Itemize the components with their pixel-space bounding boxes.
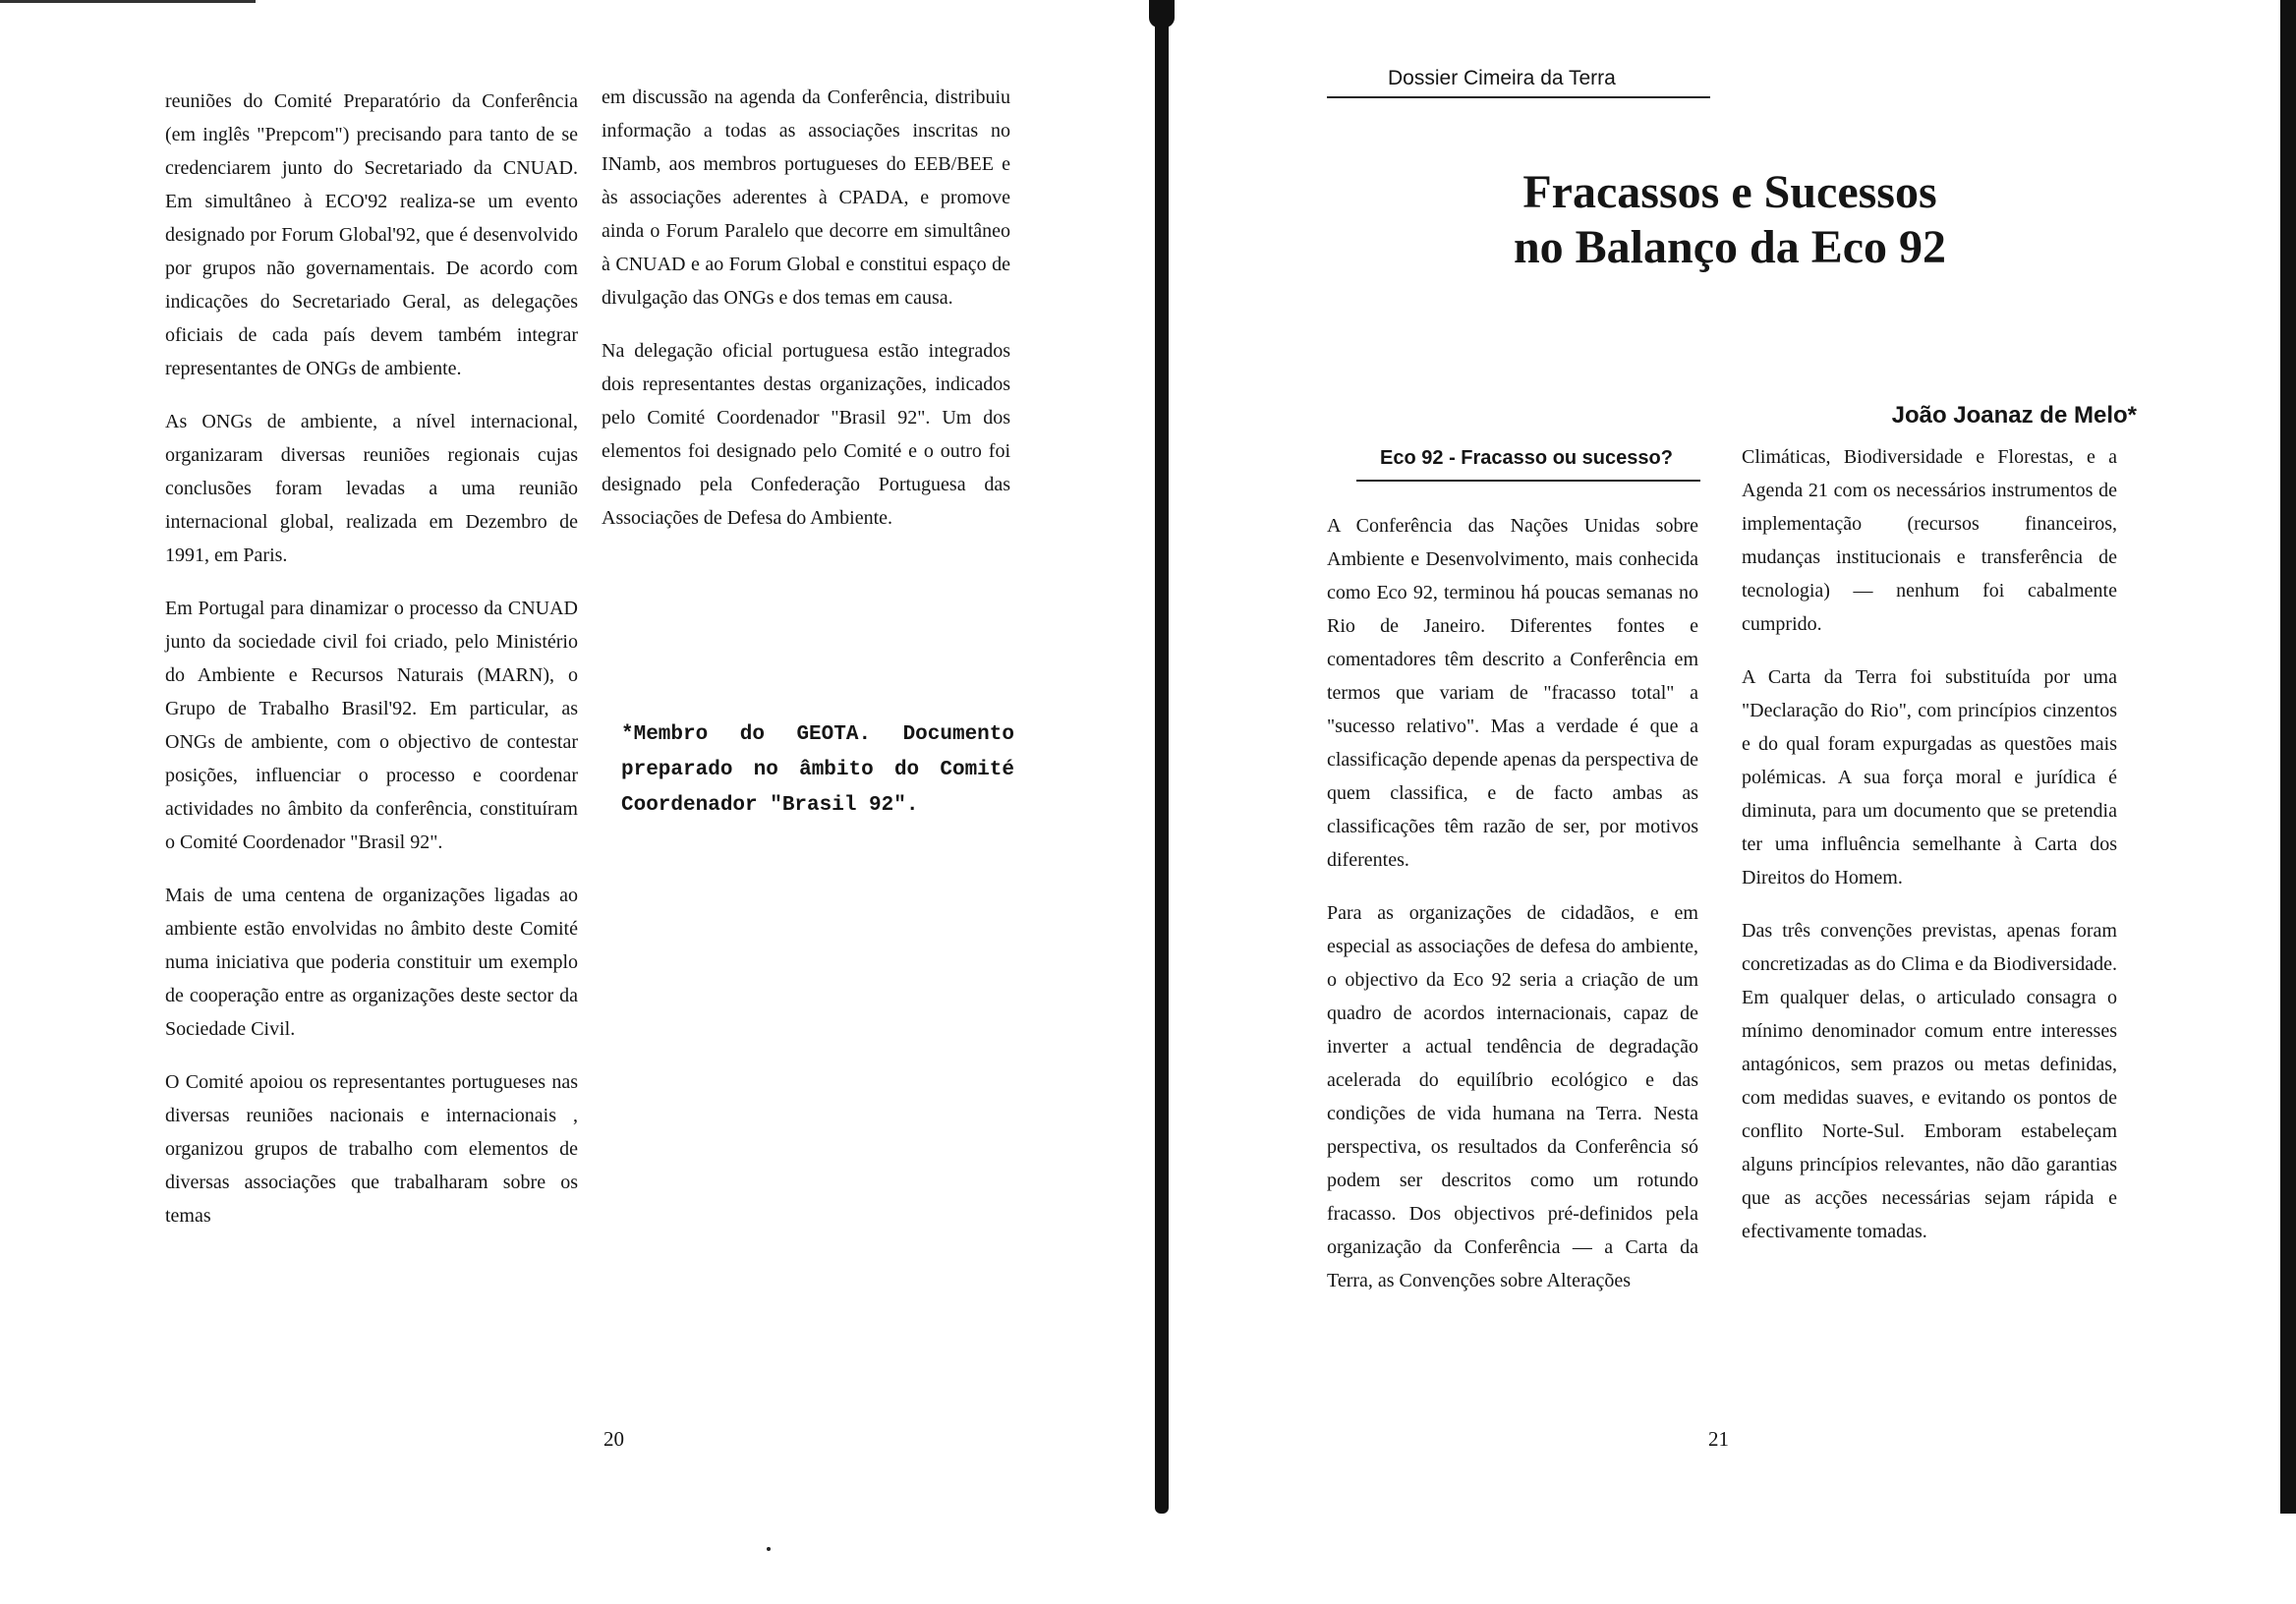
- header-rule: [1327, 96, 1710, 98]
- paragraph: A Conferência das Nações Unidas sobre Ambiente e Desenvolvimento, mais conhecida como Eco 92, terminou há poucas semanas no Rio de Janeiro. Diferentes fontes e comentadores têm descrito a Conferência em termos que variam de "fracasso total" a "sucesso relativo". Mas a verdade é que a classificação depende apenas da perspectiva de quem classifica, e de facto ambas as classificações têm razão de ser, por motivos diferentes.: [1327, 515, 1698, 871]
- left-page-column-2: [602, 81, 1010, 554]
- left-page: [0, 0, 1140, 1604]
- page-number: 20: [603, 1427, 624, 1451]
- paragraph: Na delegação oficial portuguesa estão integrados dois representantes destas organizações, indicados pelo Comité Coordenador "Brasil 92". Um dos elementos foi designado pelo Comité e o outro foi designado pela Confederação Portuguesa das Associações de Defesa do Ambiente.: [602, 340, 1010, 529]
- paragraph: Para as organizações de cidadãos, e em especial as associações de defesa do ambiente, o objectivo da Eco 92 seria a criação de um quadro de acordos internacionais, capaz de inverter a actual tendência de degradação acelerada do equilíbrio ecológico e das condições de vida humana na Terra. Nesta perspectiva, os resultados da Conferência só podem ser descritos como um rotundo fracasso. Dos objectivos pré-definidos pela organização da Conferência — a Carta da Terra, as Convenções sobre Alterações: [1327, 902, 1698, 1291]
- title-line-1: Fracassos e Sucessos: [1522, 166, 1937, 218]
- paragraph: reuniões do Comité Preparatório da Conferência (em inglês "Prepcom") precisando para tanto de se credenciarem junto do Secretariado da CNUAD. Em simultâneo à ECO'92 realiza-se um evento designado por Forum Global'92, que é desenvolvido por grupos não governamentais. De acordo com indicações do Secretariado Geral, as delegações oficiais de cada país devem também integrar representantes de ONGs de ambiente.: [165, 90, 578, 379]
- author-footnote: *Membro do GEOTA. Documento preparado no âmbito do Comité Coordenador "Brasil 92".: [621, 723, 1014, 817]
- right-page-column-2: [1742, 440, 2117, 1268]
- paragraph: O Comité apoiou os representantes portugueses nas diversas reuniões nacionais e internacionais , organizou grupos de trabalho com elementos de diversas associações que trabalharam sobre os temas: [165, 1071, 578, 1227]
- paragraph: A Carta da Terra foi substituída por uma "Declaração do Rio", com princípios cinzentos e do qual foram expurgadas as questões mais polémicas. A sua força moral e jurídica é diminuta, para um documento que se pretendia ter uma influência semelhante à Carta dos Direitos do Homem.: [1742, 666, 2117, 888]
- subheading-rule: [1356, 480, 1700, 482]
- paragraph: Em Portugal para dinamizar o processo da CNUAD junto da sociedade civil foi criado, pelo Ministério do Ambiente e Recursos Naturais (MARN), o Grupo de Trabalho Brasil'92. Em particular, as ONGs de ambiente, com o objectivo de contestar posições, influenciar o processo e coordenar actividades no âmbito da conferência, constituíram o Comité Coordenador "Brasil 92".: [165, 598, 578, 853]
- paragraph: Climáticas, Biodiversidade e Florestas, e a Agenda 21 com os necessários instrumentos de implementação (recursos financeiros, mudanças institucionais e transferência de tecnologia) — nenhum foi cabalmente cumprido.: [1742, 446, 2117, 635]
- paragraph: As ONGs de ambiente, a nível internacional, organizaram diversas reuniões regionais cujas conclusões foram levadas a uma reunião internacional global, realizada em Dezembro de 1991, em Paris.: [165, 411, 578, 566]
- title-line-2: no Balanço da Eco 92: [1513, 221, 1947, 273]
- paragraph: Mais de uma centena de organizações ligadas ao ambiente estão envolvidas no âmbito deste Comité numa iniciativa que poderia constituir um exemplo de cooperação entre as organizações deste sector da Sociedade Civil.: [165, 885, 578, 1040]
- right-page-column-1: [1327, 509, 1698, 1317]
- binding-gutter-shadow: [1155, 0, 1169, 1514]
- paragraph: em discussão na agenda da Conferência, distribuiu informação a todas as associações inscritas no INamb, aos membros portugueses do EEB/BEE e às associações aderentes à CPADA, e promove ainda o Forum Paralelo que decorre em simultâneo à CNUAD e ao Forum Global e constitui espaço de divulgação das ONGs e dos temas em causa.: [602, 86, 1010, 309]
- page-number: 21: [1708, 1427, 1729, 1451]
- left-page-column-1: [165, 85, 578, 1252]
- author-byline: João Joanaz de Melo*: [1891, 402, 2137, 429]
- paragraph: Das três convenções previstas, apenas foram concretizadas as do Clima e da Biodiversidade. Em qualquer delas, o articulado consagra o mínimo denominador comum entre interesses antagónicos, sem prazos ou metas definidas, com medidas suaves, e evitando os pontos de conflito Norte-Sul. Emboram estabeleçam alguns princípios relevantes, não dão garantias que as acções necessárias sejam rápida e efectivamente tomadas.: [1742, 920, 2117, 1242]
- subheading: Eco 92 - Fracasso ou sucesso?: [1380, 447, 1673, 469]
- article-title: [1455, 165, 2005, 275]
- scan-edge-right: [2280, 0, 2296, 1514]
- section-header: Dossier Cimeira da Terra: [1388, 67, 1616, 89]
